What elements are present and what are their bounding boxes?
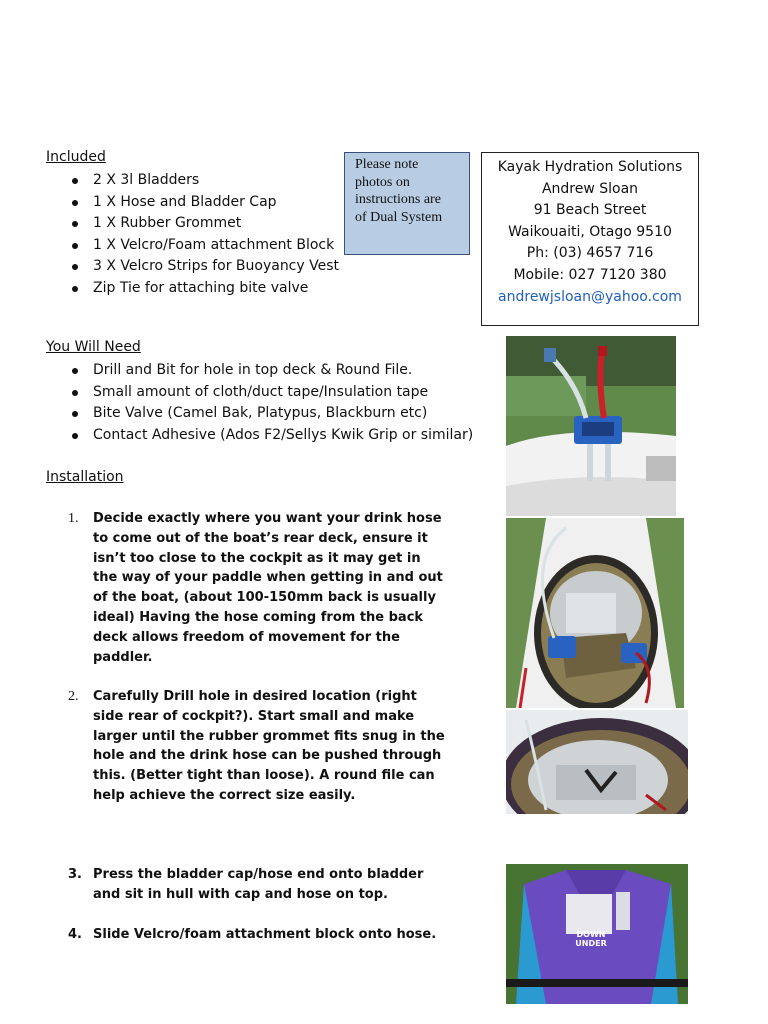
list-item: Zip Tie for attaching bite valve <box>46 278 339 300</box>
step-line: the way of your paddle when getting in and out <box>93 570 443 586</box>
list-item: Bite Valve (Camel Bak, Platypus, Blackburn etc) <box>46 403 473 425</box>
list-item: 1 X Rubber Grommet <box>46 213 339 235</box>
list-item: Contact Adhesive (Ados F2/Sellys Kwik Grip or similar) <box>46 425 473 447</box>
step-number: 2. <box>68 689 79 704</box>
mobile-number: Mobile: 027 7120 380 <box>513 266 667 283</box>
step-line: of the boat, (about 100-150mm back is usually <box>93 590 436 606</box>
list-item: 1 X Velcro/Foam attachment Block <box>46 235 339 257</box>
vest-label-line: UNDER <box>575 939 607 948</box>
installation-heading: Installation <box>46 469 124 485</box>
vest-label-line: DOWN <box>576 930 606 939</box>
step-line: larger until the rubber grommet fits snug in the <box>93 728 445 744</box>
cockpit-photo <box>506 518 684 708</box>
step-line: Carefully Drill hole in desired location (right <box>93 689 417 704</box>
cockpit-closeup-photo <box>506 710 688 814</box>
installation-step-1 <box>46 509 446 667</box>
installation-step-3 <box>46 865 446 905</box>
step-item <box>46 687 446 806</box>
contact-name: Andrew Sloan <box>541 180 639 197</box>
list-item: 2 X 3l Bladders <box>46 170 339 192</box>
list-item: Small amount of cloth/duct tape/Insulation tape <box>46 382 473 404</box>
step-line: isn’t too close to the cockpit as it may get in <box>93 550 421 566</box>
note-line: Please note <box>355 157 419 172</box>
you-will-need-list <box>46 360 473 446</box>
note-line: instructions are <box>355 192 441 207</box>
street-address: 91 Beach Street <box>533 202 647 219</box>
step-line: and sit in hull with cap and hose on top. <box>93 886 388 902</box>
step-item <box>46 865 446 905</box>
step-number: 1. <box>68 511 79 526</box>
step-line: side rear of cockpit?). Start small and make <box>93 708 415 724</box>
deck-hose-photo <box>506 336 676 516</box>
step-line: ideal) Having the hose coming from the back <box>93 609 424 625</box>
step-line: paddler. <box>93 649 153 665</box>
step-number: 3. <box>68 867 82 882</box>
company-name: Kayak Hydration Solutions <box>497 159 683 175</box>
step-line: Slide Velcro/foam attachment block onto hose. <box>93 927 437 942</box>
list-item: Drill and Bit for hole in top deck & Round File. <box>46 360 473 382</box>
step-line: Decide exactly where you want your drink hose <box>93 511 442 526</box>
note-box <box>344 152 470 255</box>
step-item <box>46 925 446 945</box>
step-line: hole and the drink hose can be pushed through <box>93 748 442 764</box>
buoyancy-vest-photo <box>506 864 688 1004</box>
city-address: Waikouaiti, Otago 9510 <box>508 223 672 240</box>
step-line: this. (Better tight than loose). A round file can <box>93 768 435 784</box>
list-item: 3 X Velcro Strips for Buoyancy Vest <box>46 256 339 278</box>
contact-box <box>481 152 699 326</box>
you-will-need-heading: You Will Need <box>46 339 141 355</box>
email-link[interactable]: andrewjsloan@yahoo.com <box>498 288 682 305</box>
phone-number: Ph: (03) 4657 716 <box>526 245 654 262</box>
step-line: help achieve the correct size easily. <box>93 787 356 803</box>
included-heading: Included <box>46 149 106 165</box>
step-line: Press the bladder cap/hose end onto bladder <box>93 867 424 882</box>
installation-step-2 <box>46 687 446 806</box>
step-line: to come out of the boat’s rear deck, ensure it <box>93 530 428 546</box>
vest-label <box>568 930 614 948</box>
step-line: deck allows freedom of movement for the <box>93 629 400 645</box>
list-item: 1 X Hose and Bladder Cap <box>46 192 339 214</box>
note-line: photos on <box>355 174 410 190</box>
included-list <box>46 170 339 300</box>
installation-step-4 <box>46 925 446 945</box>
step-number: 4. <box>68 927 82 942</box>
step-item <box>46 509 446 667</box>
note-line: of Dual System <box>355 209 443 225</box>
